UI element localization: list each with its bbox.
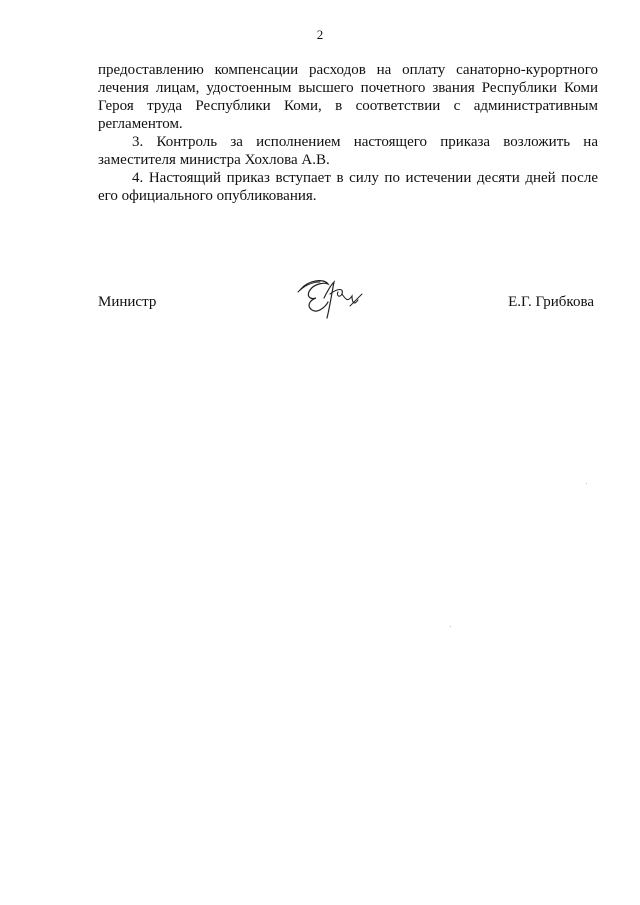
body-text-line: Героя труда Республики Коми, в соответствии с административным [98,98,598,114]
signature-block [98,290,598,330]
page-number: 2 [316,27,324,42]
signatory-name: Е.Г. Грибкова [508,294,594,310]
paragraph-4-line: 4. Настоящий приказ вступает в силу по истечении десяти дней после [132,170,598,186]
scan-speck [586,483,587,484]
body-text-line: лечения лицам, удостоенным высшего почетного звания Республики Коми [98,80,598,96]
signatory-title: Министр [98,294,157,310]
paragraph-3-line: заместителя министра Хохлова А.В. [98,152,330,168]
body-text-line: регламентом. [98,116,183,132]
paragraph-3-line: 3. Контроль за исполнением настоящего приказа возложить на [132,134,598,150]
scan-speck [450,626,451,627]
handwritten-signature [294,276,374,322]
paragraph-4-line: его официального опубликования. [98,188,317,204]
body-text-line: предоставлению компенсации расходов на оплату санаторно-курортного [98,62,598,78]
